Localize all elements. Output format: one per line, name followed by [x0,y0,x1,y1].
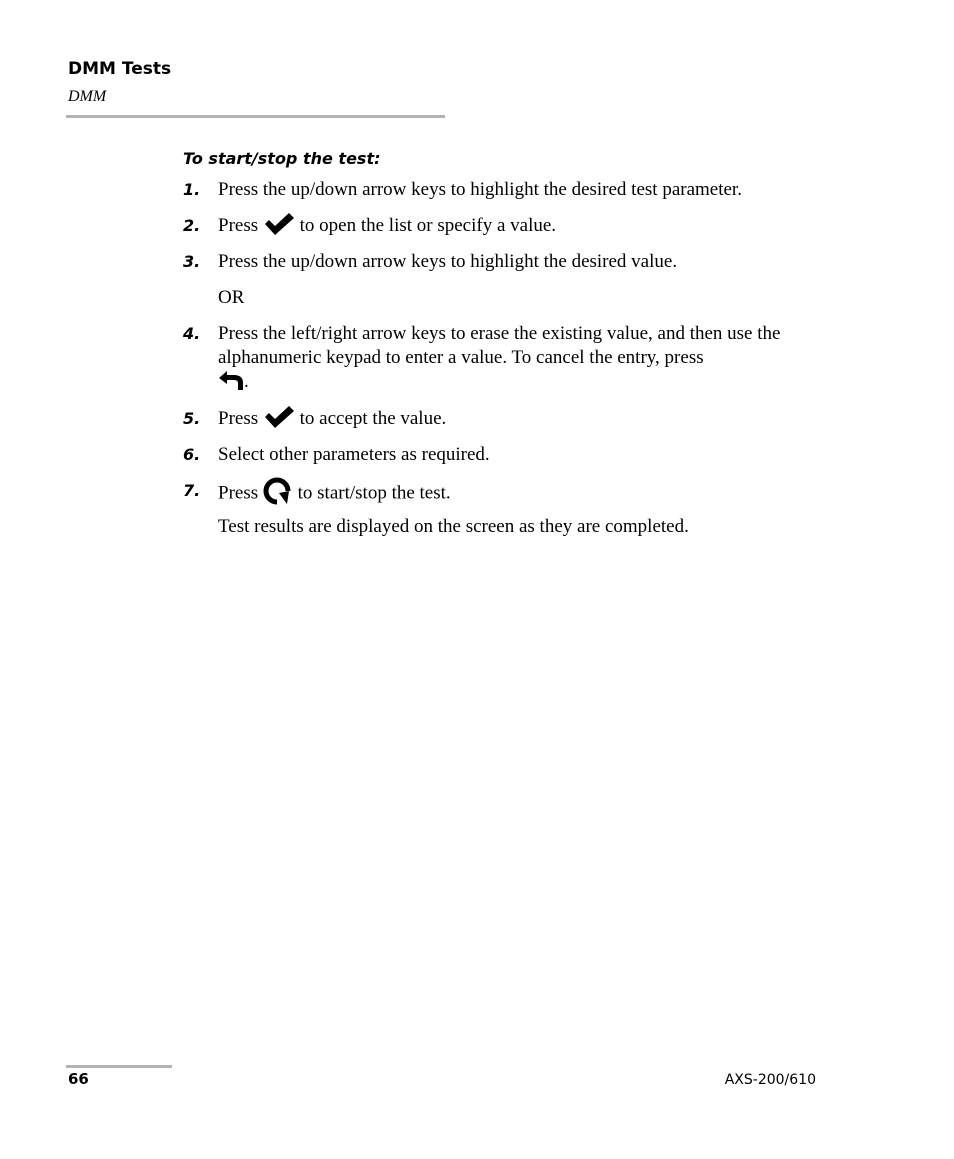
checkmark-icon [263,212,295,236]
step-number: 5. [183,409,201,428]
step-text [218,214,823,239]
result-text: Test results are displayed on the screen as they are completed. [218,516,689,537]
start-stop-icon [263,476,293,506]
step-number: 2. [183,216,201,235]
step-text: Press the up/down arrow keys to highlight the desired value. [218,251,678,272]
header-rule [66,115,445,118]
step-text [218,407,823,432]
step-number: 7. [183,481,201,500]
step-number: 6. [183,445,201,464]
step-text: Press the up/down arrow keys to highlight the desired test parameter. [218,179,742,200]
product-name: AXS-200/610 [724,1072,816,1088]
checkmark-icon [263,405,295,429]
step-number: 3. [183,252,201,271]
or-text: OR [218,287,245,308]
page-number: 66 [68,1070,89,1088]
step-text [218,322,823,394]
step-text: Select other parameters as required. [218,444,490,465]
subsection-title: DMM [68,88,107,105]
return-arrow-icon [218,371,244,391]
step-text-before: Press [218,482,259,504]
step-text-before: Press [218,215,259,236]
step-text-before: Press [218,408,259,429]
step-text-after: to open the list or specify a value. [299,215,557,236]
step-text-main: Press the left/right arrow keys to erase the existing value, and then use the alphanumeric keypad to enter a value. To cancel the entry, press [218,323,781,368]
procedure-heading: To start/stop the test: [183,149,381,168]
section-title: DMM Tests [68,59,172,79]
step-number: 4. [183,324,201,343]
step-number: 1. [183,180,201,199]
step-text-after: to start/stop the test. [297,482,451,504]
footer-rule [66,1065,172,1068]
step-text [218,479,823,509]
step-text-after: to accept the value. [299,408,447,429]
step-text-after: . [244,371,249,392]
